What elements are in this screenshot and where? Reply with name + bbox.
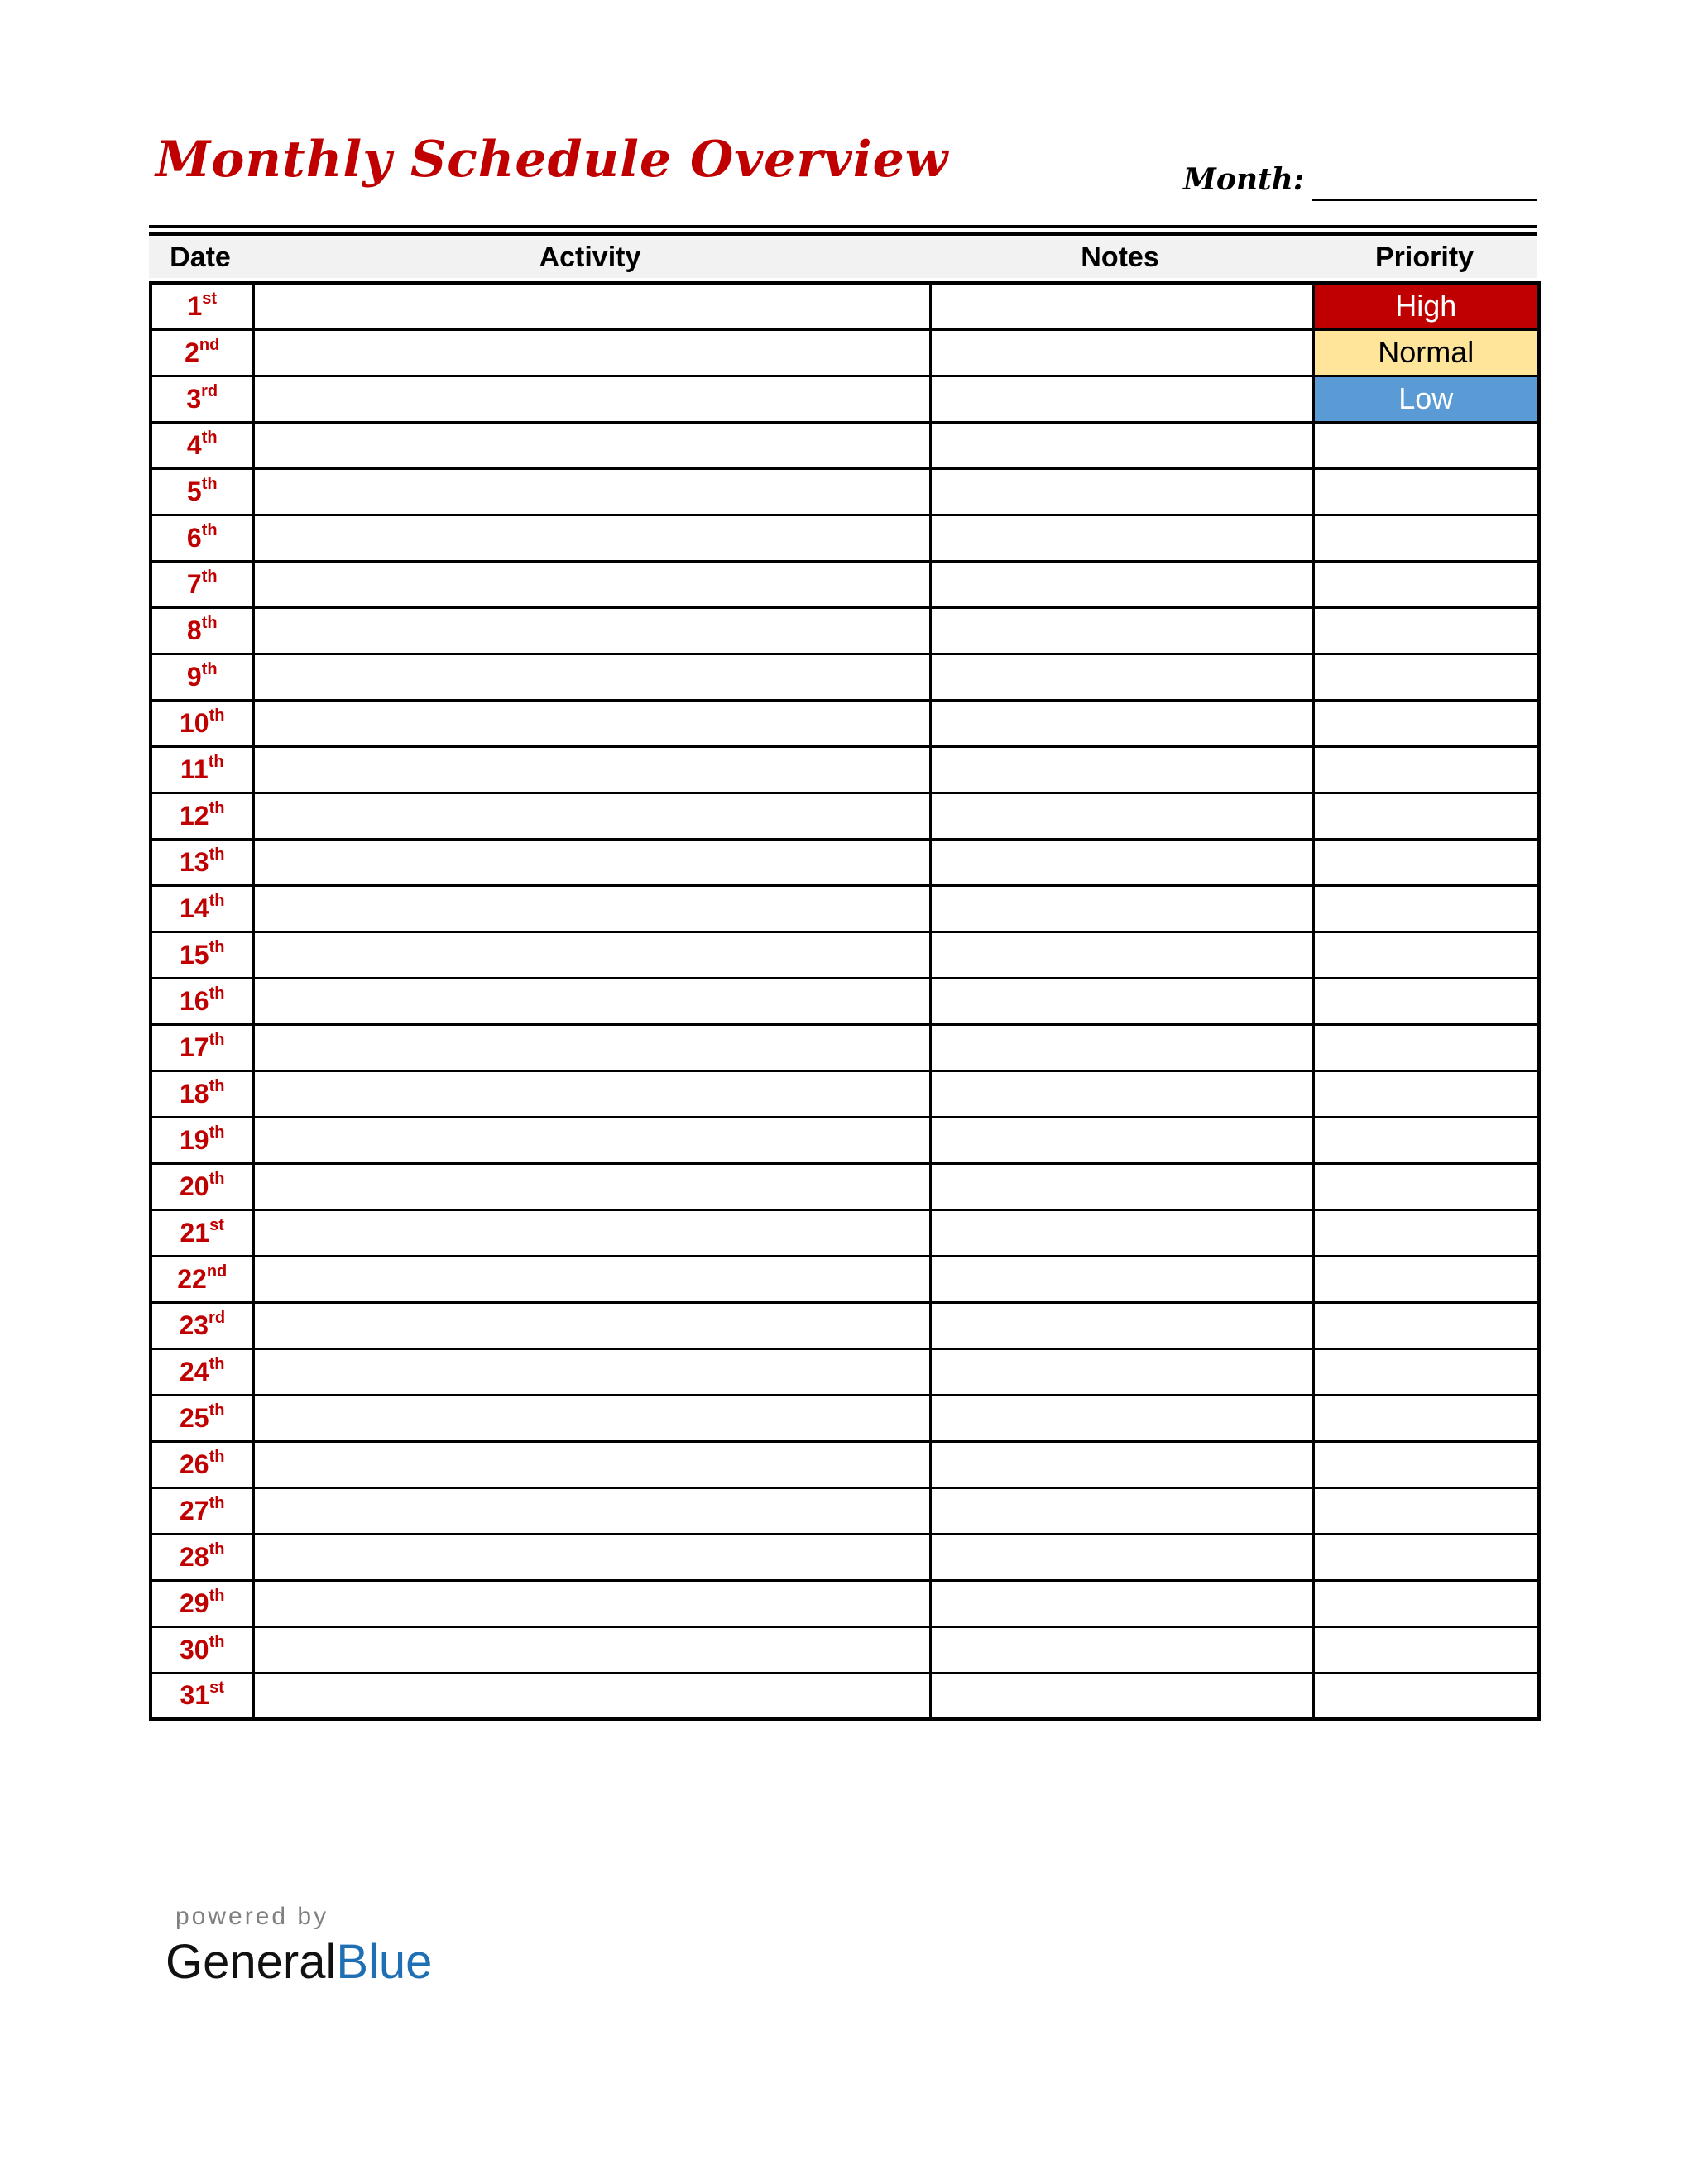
- date-number: 17: [180, 1032, 209, 1062]
- table-row: [151, 607, 1539, 654]
- priority-cell[interactable]: [1313, 1256, 1539, 1302]
- table-row: [151, 329, 1539, 376]
- date-number: 29: [180, 1588, 209, 1618]
- table-row: [151, 839, 1539, 885]
- notes-cell[interactable]: [930, 1348, 1313, 1395]
- table-row: [151, 746, 1539, 793]
- activity-cell[interactable]: [253, 746, 930, 793]
- activity-cell[interactable]: [253, 700, 930, 746]
- date-suffix: nd: [199, 335, 220, 354]
- date-suffix: th: [209, 937, 225, 956]
- date-cell: [151, 1673, 253, 1719]
- date-suffix: th: [209, 1447, 225, 1466]
- notes-cell[interactable]: [930, 839, 1313, 885]
- priority-cell[interactable]: [1313, 1070, 1539, 1117]
- date-suffix: st: [209, 1215, 224, 1234]
- date-suffix: th: [201, 474, 218, 493]
- priority-cell[interactable]: [1313, 1348, 1539, 1395]
- column-header-notes: Notes: [1081, 242, 1159, 273]
- date-suffix: th: [209, 798, 225, 817]
- table-row: [151, 376, 1539, 422]
- notes-cell[interactable]: [930, 1441, 1313, 1487]
- table-row: [151, 1348, 1539, 1395]
- date-cell: [151, 1534, 253, 1580]
- date-cell: [151, 1024, 253, 1070]
- date-cell: [151, 1441, 253, 1487]
- priority-cell[interactable]: [1313, 1534, 1539, 1580]
- table-row: [151, 1673, 1539, 1719]
- date-suffix: st: [209, 1679, 224, 1698]
- date-suffix: th: [209, 1493, 225, 1512]
- priority-cell[interactable]: [1313, 746, 1539, 793]
- date-number: 14: [180, 893, 209, 923]
- date-suffix: th: [209, 1123, 225, 1142]
- date-suffix: th: [201, 613, 218, 632]
- date-cell: [151, 283, 253, 329]
- notes-cell[interactable]: [930, 1024, 1313, 1070]
- date-number: 12: [180, 800, 209, 831]
- activity-cell[interactable]: [253, 793, 930, 839]
- activity-cell[interactable]: [253, 839, 930, 885]
- notes-cell[interactable]: [930, 793, 1313, 839]
- date-number: 5: [186, 476, 202, 506]
- activity-cell[interactable]: [253, 376, 930, 422]
- date-cell: [151, 376, 253, 422]
- priority-cell[interactable]: [1313, 1024, 1539, 1070]
- notes-cell[interactable]: [930, 607, 1313, 654]
- date-cell: [151, 1626, 253, 1673]
- activity-cell[interactable]: [253, 1348, 930, 1395]
- priority-cell[interactable]: [1313, 422, 1539, 468]
- priority-cell[interactable]: [1313, 885, 1539, 932]
- priority-cell[interactable]: [1313, 654, 1539, 700]
- table-row: [151, 468, 1539, 515]
- date-cell: [151, 515, 253, 561]
- brand-name-general: General: [165, 1935, 337, 1989]
- date-cell: [151, 793, 253, 839]
- date-cell: [151, 329, 253, 376]
- priority-cell[interactable]: [1313, 978, 1539, 1024]
- notes-cell[interactable]: [930, 746, 1313, 793]
- table-row: [151, 561, 1539, 607]
- notes-cell[interactable]: [930, 376, 1313, 422]
- priority-cell[interactable]: [1313, 700, 1539, 746]
- date-number: 4: [186, 429, 202, 460]
- priority-cell[interactable]: [1313, 1626, 1539, 1673]
- date-suffix: rd: [201, 381, 218, 400]
- date-suffix: th: [209, 984, 225, 1003]
- date-cell: [151, 885, 253, 932]
- date-number: 6: [186, 522, 202, 553]
- header-divider-top: [149, 225, 1537, 228]
- date-number: 25: [180, 1402, 209, 1433]
- table-row: [151, 1163, 1539, 1209]
- month-label: Month:: [1183, 162, 1305, 197]
- notes-cell[interactable]: [930, 1395, 1313, 1441]
- priority-legend-high[interactable]: High: [1313, 283, 1539, 329]
- notes-cell[interactable]: [930, 1580, 1313, 1626]
- priority-cell[interactable]: [1313, 1487, 1539, 1534]
- activity-cell[interactable]: [253, 885, 930, 932]
- table-row: [151, 1070, 1539, 1117]
- header-divider-bottom: [149, 232, 1537, 236]
- powered-by-text: powered by: [175, 1903, 329, 1930]
- date-cell: [151, 978, 253, 1024]
- table-row: [151, 422, 1539, 468]
- notes-cell[interactable]: [930, 515, 1313, 561]
- activity-cell[interactable]: [253, 1070, 930, 1117]
- date-suffix: rd: [209, 1308, 226, 1327]
- activity-cell[interactable]: [253, 1534, 930, 1580]
- column-header-date: Date: [170, 242, 231, 273]
- activity-cell[interactable]: [253, 1441, 930, 1487]
- date-number: 21: [180, 1217, 210, 1248]
- table-row: [151, 1209, 1539, 1256]
- date-suffix: th: [209, 891, 225, 910]
- date-cell: [151, 654, 253, 700]
- priority-cell[interactable]: [1313, 1395, 1539, 1441]
- table-row: [151, 1487, 1539, 1534]
- activity-cell[interactable]: [253, 1209, 930, 1256]
- notes-cell[interactable]: [930, 561, 1313, 607]
- priority-legend-normal[interactable]: Normal: [1313, 329, 1539, 376]
- date-cell: [151, 700, 253, 746]
- date-number: 3: [186, 383, 202, 414]
- date-number: 10: [180, 707, 209, 738]
- notes-cell[interactable]: [930, 468, 1313, 515]
- date-number: 13: [180, 846, 209, 877]
- table-row: [151, 515, 1539, 561]
- table-row: [151, 1395, 1539, 1441]
- date-cell: [151, 1117, 253, 1163]
- priority-cell[interactable]: [1313, 793, 1539, 839]
- date-suffix: th: [209, 706, 225, 725]
- activity-cell[interactable]: [253, 1487, 930, 1534]
- date-number: 18: [180, 1078, 209, 1109]
- activity-cell[interactable]: [253, 561, 930, 607]
- date-number: 16: [180, 985, 209, 1016]
- table-row: [151, 1302, 1539, 1348]
- activity-cell[interactable]: [253, 1626, 930, 1673]
- notes-cell[interactable]: [930, 1487, 1313, 1534]
- table-row: [151, 1117, 1539, 1163]
- date-cell: [151, 1487, 253, 1534]
- priority-cell[interactable]: [1313, 839, 1539, 885]
- date-cell: [151, 1256, 253, 1302]
- date-number: 26: [180, 1449, 209, 1479]
- date-cell: [151, 932, 253, 978]
- date-suffix: th: [209, 1401, 225, 1420]
- table-row: [151, 1626, 1539, 1673]
- activity-cell[interactable]: [253, 283, 930, 329]
- date-suffix: th: [209, 845, 225, 864]
- priority-cell[interactable]: [1313, 1302, 1539, 1348]
- priority-cell[interactable]: [1313, 1117, 1539, 1163]
- date-suffix: th: [209, 1586, 225, 1605]
- activity-cell[interactable]: [253, 468, 930, 515]
- date-suffix: th: [201, 520, 218, 539]
- priority-cell[interactable]: [1313, 1673, 1539, 1719]
- column-header-priority: Priority: [1374, 242, 1475, 273]
- table-row: [151, 1256, 1539, 1302]
- date-cell: [151, 1070, 253, 1117]
- activity-cell[interactable]: [253, 329, 930, 376]
- date-number: 22: [177, 1263, 207, 1294]
- date-suffix: th: [208, 752, 224, 771]
- date-cell: [151, 1209, 253, 1256]
- priority-legend-low[interactable]: Low: [1313, 376, 1539, 422]
- notes-cell[interactable]: [930, 1534, 1313, 1580]
- priority-cell[interactable]: [1313, 1209, 1539, 1256]
- notes-cell[interactable]: [930, 1070, 1313, 1117]
- date-suffix: nd: [206, 1262, 228, 1281]
- brand-name-blue: Blue: [336, 1935, 433, 1989]
- priority-cell[interactable]: [1313, 1441, 1539, 1487]
- date-suffix: th: [209, 1632, 225, 1651]
- date-cell: [151, 1302, 253, 1348]
- date-number: 24: [180, 1356, 209, 1387]
- date-cell: [151, 422, 253, 468]
- priority-cell[interactable]: [1313, 515, 1539, 561]
- date-cell: [151, 839, 253, 885]
- notes-cell[interactable]: [930, 283, 1313, 329]
- date-number: 30: [180, 1634, 209, 1664]
- notes-cell[interactable]: [930, 700, 1313, 746]
- notes-cell[interactable]: [930, 1256, 1313, 1302]
- table-row: [151, 654, 1539, 700]
- notes-cell[interactable]: [930, 422, 1313, 468]
- activity-cell[interactable]: [253, 932, 930, 978]
- date-number: 11: [180, 754, 209, 784]
- month-input-line[interactable]: [1312, 199, 1537, 201]
- activity-cell[interactable]: [253, 515, 930, 561]
- date-suffix: th: [209, 1540, 225, 1559]
- activity-cell[interactable]: [253, 1163, 930, 1209]
- priority-cell[interactable]: [1313, 607, 1539, 654]
- table-row: [151, 1441, 1539, 1487]
- notes-cell[interactable]: [930, 329, 1313, 376]
- column-header-activity: Activity: [539, 242, 641, 273]
- date-suffix: th: [201, 659, 218, 678]
- activity-cell[interactable]: [253, 1673, 930, 1719]
- page-title: Monthly Schedule Overview: [156, 131, 949, 189]
- activity-cell[interactable]: [253, 1580, 930, 1626]
- date-suffix: th: [209, 1169, 225, 1188]
- date-suffix: th: [209, 1076, 225, 1095]
- priority-cell[interactable]: [1313, 1163, 1539, 1209]
- date-cell: [151, 1580, 253, 1626]
- table-row: [151, 885, 1539, 932]
- notes-cell[interactable]: [930, 1302, 1313, 1348]
- date-number: 19: [180, 1124, 209, 1155]
- column-header-row: [149, 237, 1537, 278]
- notes-cell[interactable]: [930, 1117, 1313, 1163]
- activity-cell[interactable]: [253, 1256, 930, 1302]
- priority-cell[interactable]: [1313, 561, 1539, 607]
- date-cell: [151, 1395, 253, 1441]
- table-row: [151, 793, 1539, 839]
- date-suffix: th: [201, 428, 218, 447]
- table-row: [151, 700, 1539, 746]
- date-cell: [151, 468, 253, 515]
- date-suffix: th: [209, 1354, 225, 1373]
- schedule-table-body: [151, 283, 1539, 1719]
- date-number: 15: [180, 939, 209, 970]
- table-row: [151, 932, 1539, 978]
- table-row: [151, 283, 1539, 329]
- date-cell: [151, 1163, 253, 1209]
- date-suffix: th: [201, 567, 218, 586]
- date-suffix: th: [209, 1030, 225, 1049]
- activity-cell[interactable]: [253, 422, 930, 468]
- priority-cell[interactable]: [1313, 1580, 1539, 1626]
- notes-cell[interactable]: [930, 1209, 1313, 1256]
- date-number: 20: [180, 1171, 209, 1201]
- date-number: 27: [180, 1495, 209, 1525]
- activity-cell[interactable]: [253, 654, 930, 700]
- table-row: [151, 1024, 1539, 1070]
- date-suffix: st: [202, 289, 218, 308]
- activity-cell[interactable]: [253, 978, 930, 1024]
- date-number: 2: [185, 337, 199, 367]
- notes-cell[interactable]: [930, 1673, 1313, 1719]
- notes-cell[interactable]: [930, 885, 1313, 932]
- date-number: 1: [187, 290, 203, 321]
- schedule-table: [149, 281, 1541, 1721]
- activity-cell[interactable]: [253, 1302, 930, 1348]
- notes-cell[interactable]: [930, 1163, 1313, 1209]
- date-number: 28: [180, 1541, 209, 1572]
- priority-cell[interactable]: [1313, 932, 1539, 978]
- notes-cell[interactable]: [930, 654, 1313, 700]
- date-cell: [151, 1348, 253, 1395]
- date-number: 23: [179, 1310, 209, 1340]
- date-number: 31: [180, 1680, 210, 1711]
- date-cell: [151, 561, 253, 607]
- date-cell: [151, 607, 253, 654]
- notes-cell[interactable]: [930, 1626, 1313, 1673]
- date-number: 9: [186, 661, 202, 692]
- activity-cell[interactable]: [253, 607, 930, 654]
- activity-cell[interactable]: [253, 1024, 930, 1070]
- table-row: [151, 978, 1539, 1024]
- table-row: [151, 1580, 1539, 1626]
- notes-cell[interactable]: [930, 932, 1313, 978]
- date-number: 7: [186, 568, 202, 599]
- priority-cell[interactable]: [1313, 468, 1539, 515]
- table-row: [151, 1534, 1539, 1580]
- date-cell: [151, 746, 253, 793]
- notes-cell[interactable]: [930, 978, 1313, 1024]
- activity-cell[interactable]: [253, 1117, 930, 1163]
- activity-cell[interactable]: [253, 1395, 930, 1441]
- brand-logo: [165, 1934, 432, 1990]
- date-number: 8: [186, 615, 202, 645]
